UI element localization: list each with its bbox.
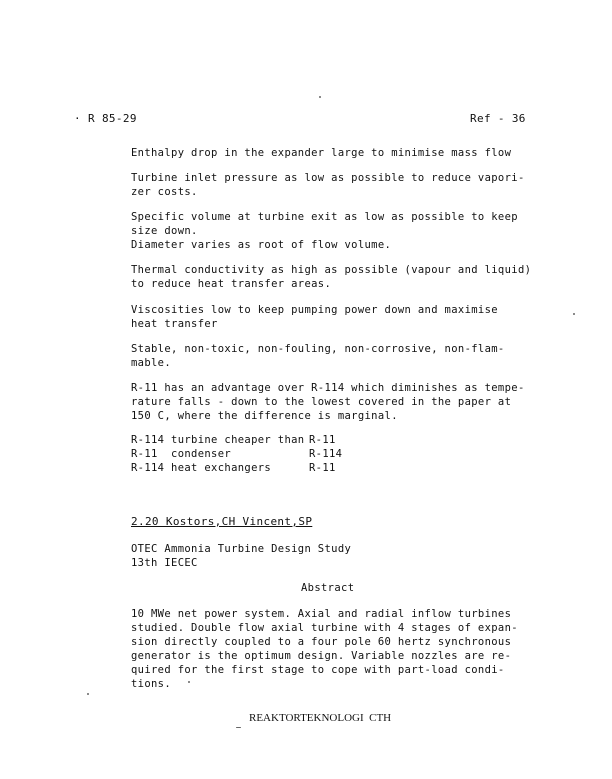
paragraph-inlet-pressure [131, 171, 541, 199]
text-line: Stable, non-toxic, non-fouling, non-corrosive, non-flam- [131, 343, 505, 355]
paragraph-thermal-conductivity [131, 263, 541, 291]
text-line: tions. [131, 678, 172, 690]
text-line: to reduce heat transfer areas. [131, 278, 332, 290]
text-line: R-11 has an advantage over R-114 which diminishes as tempe- [131, 382, 525, 394]
text-line: Turbine inlet pressure as low as possible to reduce vapori- [131, 172, 525, 184]
section-heading: 2.20 Kostors,CH Vincent,SP [131, 515, 313, 528]
conference-name: 13th IECEC [131, 557, 198, 569]
text-line: studied. Double flow axial turbine with 4 stages of expan- [131, 622, 518, 634]
comparison-row [131, 447, 342, 461]
reference-number: Ref - 36 [470, 112, 526, 125]
text-line: Thermal conductivity as high as possible (vapour and liquid) [131, 264, 532, 276]
paragraph-enthalpy [131, 146, 541, 160]
comparison-item: R-114 turbine cheaper than [131, 434, 305, 446]
text-line: Viscosities low to keep pumping power down and maximise [131, 304, 498, 316]
text-line: sion directly coupled to a four pole 60 hertz synchronous [131, 636, 512, 648]
comparison-row [131, 461, 342, 475]
text-line: quired for the first stage to cope with part-load condi- [131, 664, 505, 676]
comparison-table [131, 433, 342, 475]
paragraph-viscosities [131, 303, 541, 331]
text-line: rature falls - down to the lowest covered in the paper at [131, 396, 512, 408]
paper-title: OTEC Ammonia Turbine Design Study [131, 543, 352, 555]
scan-speck [236, 727, 241, 728]
text-line: Specific volume at turbine exit as low as possible to keep [131, 211, 518, 223]
comparison-row [131, 433, 342, 447]
paragraph-r11-advantage [131, 381, 541, 423]
scan-speck [319, 96, 321, 98]
text-line: zer costs. [131, 186, 198, 198]
scan-speck [87, 693, 89, 695]
text-line: mable. [131, 357, 172, 369]
scan-speck [573, 313, 575, 315]
paragraph-stability [131, 342, 541, 370]
comparison-ref: R-11 [309, 434, 336, 446]
text-line: generator is the optimum design. Variable nozzles are re- [131, 650, 512, 662]
footer-institution: REAKTORTEKNOLOGI CTH [249, 712, 392, 724]
comparison-item: R-11 condenser [131, 448, 232, 460]
text-line: heat transfer [131, 318, 218, 330]
text-line: size down. [131, 225, 198, 237]
report-number: R 85-29 [88, 112, 137, 125]
header-bullet: · [74, 112, 81, 125]
paragraph-specific-volume [131, 210, 541, 252]
abstract-label: Abstract [301, 582, 355, 594]
comparison-ref: R-114 [309, 448, 343, 460]
text-line: Enthalpy drop in the expander large to minimise mass flow [131, 147, 512, 159]
scan-speck [188, 681, 190, 683]
text-line: Diameter varies as root of flow volume. [131, 239, 392, 251]
text-line: 10 MWe net power system. Axial and radial inflow turbines [131, 608, 512, 620]
abstract-body [131, 607, 541, 691]
text-line: 150 C, where the difference is marginal. [131, 410, 398, 422]
comparison-item: R-114 heat exchangers [131, 462, 272, 474]
comparison-ref: R-11 [309, 462, 336, 474]
